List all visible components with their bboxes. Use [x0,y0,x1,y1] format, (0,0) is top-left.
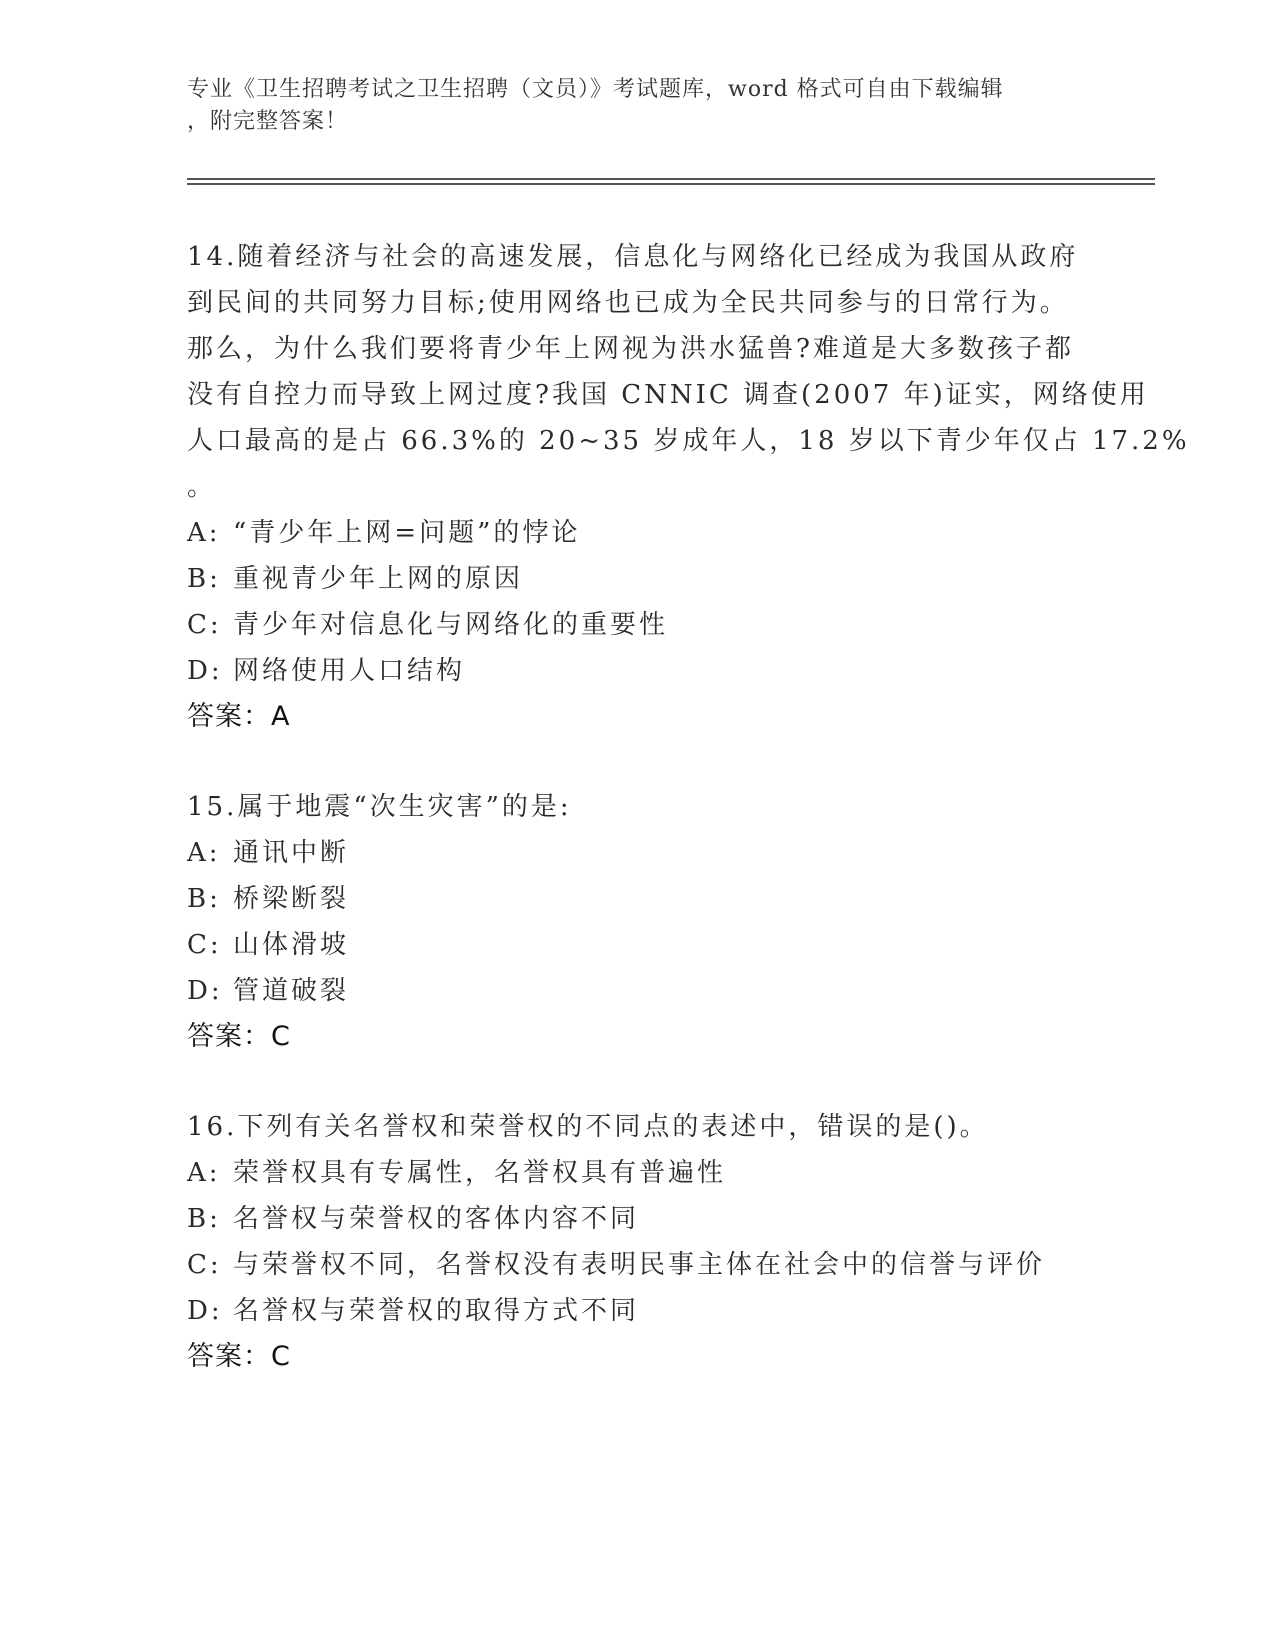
option-text: “青少年上网=问题”的悖论 [233,518,581,548]
question-stem-line: 。 [187,472,217,502]
question-stem-line: 那么，为什么我们要将青少年上网视为洪水猛兽?难道是大多数孩子都 [187,334,1074,364]
question-stem-line: 没有自控力而导致上网过度?我国 CNNIC 调查(2007 年)证实，网络使用 [187,380,1149,410]
option-letter: D: [187,656,223,686]
option-c [187,922,1087,968]
option-letter: B: [187,884,221,914]
option-letter: C: [187,610,222,640]
answer-line: 答案：C [187,1021,291,1052]
option-text: 名誉权与荣誉权的客体内容不同 [233,1204,640,1234]
option-text: 网络使用人口结构 [233,656,466,686]
option-text: 名誉权与荣誉权的取得方式不同 [233,1296,640,1326]
option-letter: D: [187,1296,223,1326]
option-text: 通讯中断 [233,838,350,868]
option-b [187,556,1087,602]
option-letter: A: [187,838,221,868]
question-stem-line: 到民间的共同努力目标;使用网络也已成为全民共同参与的日常行为。 [187,288,1069,318]
option-text: 与荣誉权不同，名誉权没有表明民事主体在社会中的信誉与评价 [233,1250,1046,1280]
option-text: 青少年对信息化与网络化的重要性 [233,610,669,640]
option-b [187,1196,1087,1242]
option-b [187,876,1087,922]
option-letter: B: [187,564,221,594]
question-16 [187,1104,1087,1380]
answer-line: 答案：C [187,1341,291,1372]
option-d [187,1288,1087,1334]
option-d [187,648,1087,694]
option-a [187,1150,1087,1196]
option-text: 山体滑坡 [233,930,350,960]
option-letter: A: [187,1158,221,1188]
option-text: 桥梁断裂 [233,884,350,914]
header-divider-bottom [187,183,1155,185]
option-a [187,510,1087,556]
option-letter: C: [187,1250,222,1280]
option-text: 管道破裂 [233,976,350,1006]
question-stem-line: 15.属于地震“次生灾害”的是: [187,792,572,822]
option-text: 重视青少年上网的原因 [233,564,524,594]
document-header [187,74,1067,138]
header-divider-top [187,178,1155,180]
question-stem-line: 16.下列有关名誉权和荣誉权的不同点的表述中，错误的是()。 [187,1112,989,1142]
answer-line: 答案：A [187,701,291,732]
option-text: 荣誉权具有专属性，名誉权具有普遍性 [233,1158,727,1188]
question-stem-line: 人口最高的是占 66.3%的 20~35 岁成年人，18 岁以下青少年仅占 17.2% [187,426,1190,456]
option-letter: A: [187,518,221,548]
option-letter: C: [187,930,222,960]
option-c [187,602,1087,648]
option-letter: B: [187,1204,221,1234]
option-a [187,830,1087,876]
question-15 [187,784,1087,1060]
question-14 [187,234,1190,740]
header-line-1: 专业《卫生招聘考试之卫生招聘（文员）》考试题库，word 格式可自由下载编辑 [187,77,1004,102]
option-d [187,968,1087,1014]
question-stem-line: 14.随着经济与社会的高速发展，信息化与网络化已经成为我国从政府 [187,242,1079,272]
option-c [187,1242,1087,1288]
option-letter: D: [187,976,223,1006]
header-line-2: ，附完整答案！ [187,109,349,134]
